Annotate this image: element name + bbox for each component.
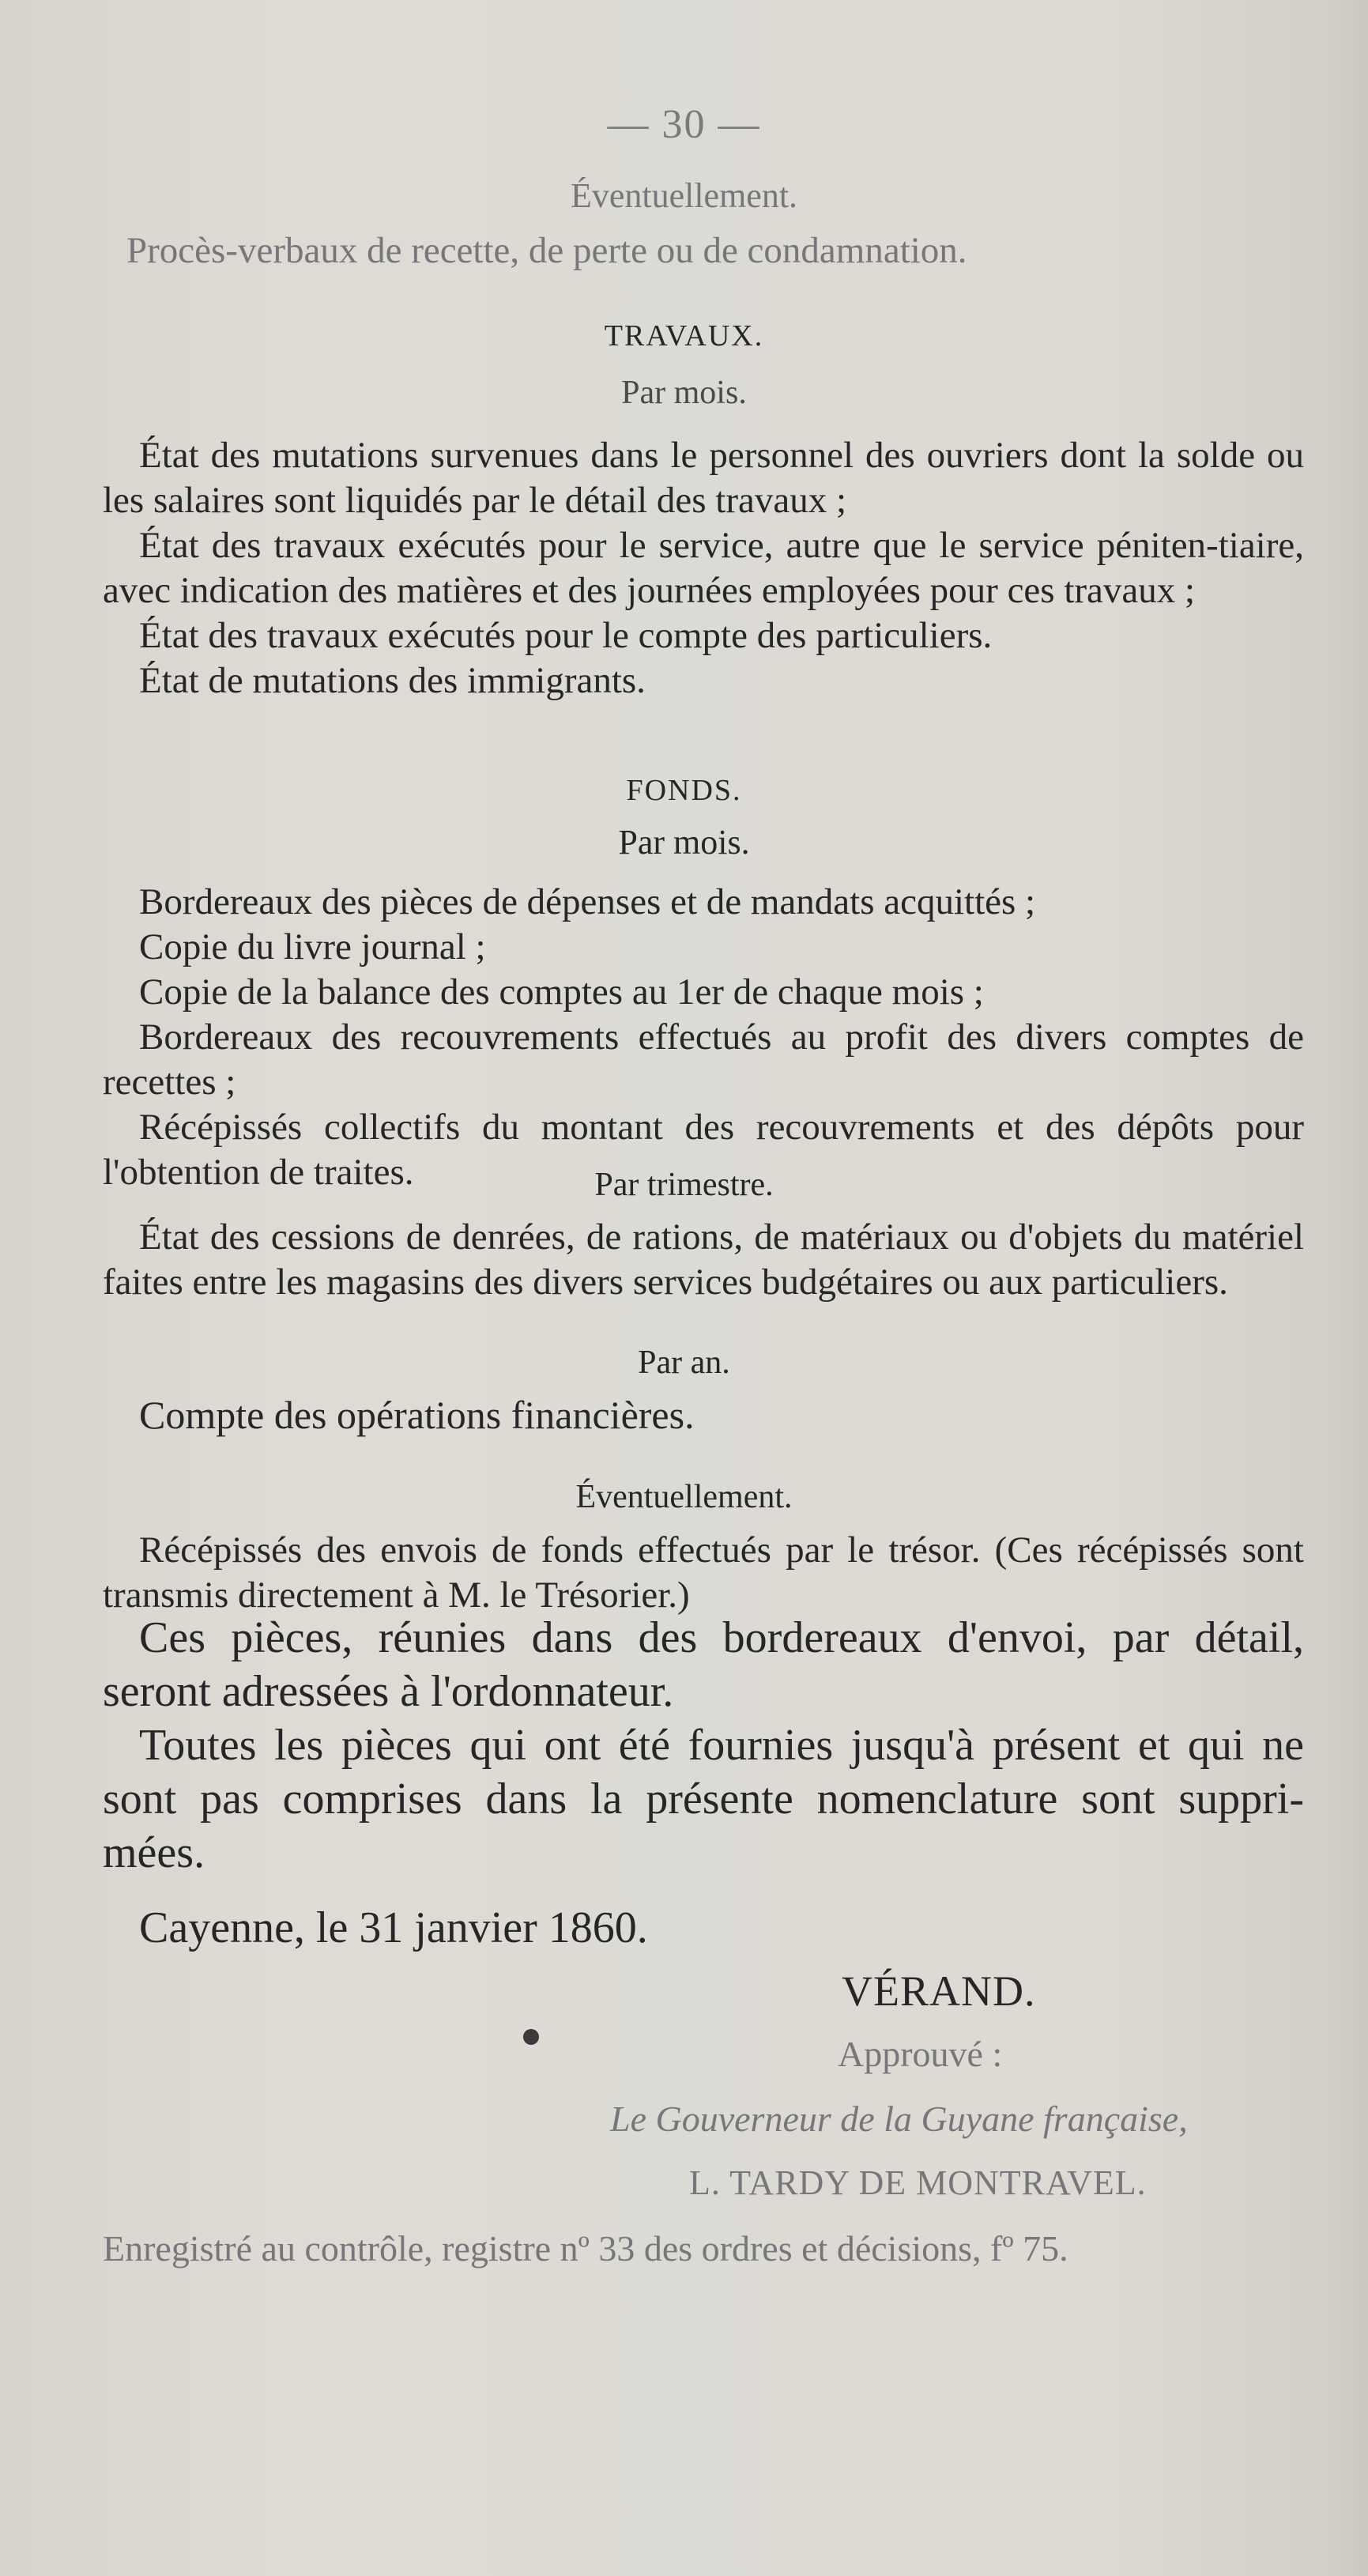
fonds-sub-mois: Par mois. [618,823,750,862]
gouverneur-name: L. TARDY DE MONTRAVEL. [689,2163,1147,2202]
section-eventuellement-top: Éventuellement. [570,176,798,215]
travaux-sub: Par mois. [621,375,747,411]
fonds-sub-eventuellement: Éventuellement. [575,1479,793,1515]
fonds-sub-trimestre: Par trimestre. [594,1167,774,1203]
travaux-heading: TRAVAUX. [604,319,764,353]
travaux-item-1: État des mutations survenues dans le personnel des ouvriers dont la solde ou les salaires sont liquidés par le détail des travaux ; [103,435,1304,521]
fonds-mois-list [103,880,1304,1195]
enregistre-line: Enregistré au contrôle, registre nº 33 des ordres et décisions, fº 75. [103,2228,1068,2269]
travaux-item-2: État des travaux exécutés pour le service, autre que le service péniten-tiaire, avec indication des matières et des journées employées pour ces travaux ; [103,525,1304,611]
closing-block [103,1611,1304,1880]
fonds-mois-item-4: Bordereaux des recouvrements effectués au profit des divers comptes de recettes ; [103,1016,1304,1103]
fonds-mois-item-1: Bordereaux des pièces de dépenses et de mandats acquittés ; [139,881,1036,922]
gouverneur-title: Le Gouverneur de la Guyane française, [610,2099,1188,2139]
closing-paragraph-1: Ces pièces, réunies dans des bordereaux d'envoi, par détail, seront adressées à l'ordonnateur. [103,1613,1304,1716]
fonds-mois-item-2: Copie du livre journal ; [139,926,486,967]
fonds-an-block [103,1393,1304,1438]
travaux-item-4: État de mutations des immigrants. [139,660,646,701]
date-line: Cayenne, le 31 janvier 1860. [139,1903,648,1952]
fonds-eventuellement-item: Récépissés des envois de fonds effectués par le trésor. (Ces récépissés sont transmis directement à M. le Trésorier.) [103,1529,1304,1616]
fonds-trimestre-block [103,1215,1304,1305]
fonds-sub-an: Par an. [638,1345,730,1381]
travaux-list [103,433,1304,703]
fonds-mois-item-3: Copie de la balance des comptes au 1er de chaque mois ; [139,971,984,1013]
fonds-trimestre-item: État des cessions de denrées, de rations, de matériaux ou d'objets du matériel faites entre les magasins des divers services budgétaires ou aux particuliers. [103,1216,1304,1303]
fonds-mois-item-5: Récépissés collectifs du montant des recouvrements et des dépôts pour l'obtention de traites. [103,1107,1304,1193]
fonds-an-item: Compte des opérations financières. [139,1393,695,1437]
approuve-label: Approuvé : [838,2034,1003,2074]
fonds-heading: FONDS. [626,774,742,807]
fonds-eventuellement-block [103,1528,1304,1618]
ink-dot [523,2029,539,2045]
proces-verbaux-line: Procès-verbaux de recette, de perte ou de condamnation. [126,230,967,271]
signature-name: VÉRAND. [842,1967,1036,2015]
travaux-item-3: État des travaux exécutés pour le compte des particuliers. [139,615,993,656]
page-number: — 30 — [607,102,761,147]
closing-paragraph-2: Toutes les pièces qui ont été fournies jusqu'à présent et qui ne sont pas comprises dans la présente nomenclature sont suppri-mées. [103,1721,1304,1877]
